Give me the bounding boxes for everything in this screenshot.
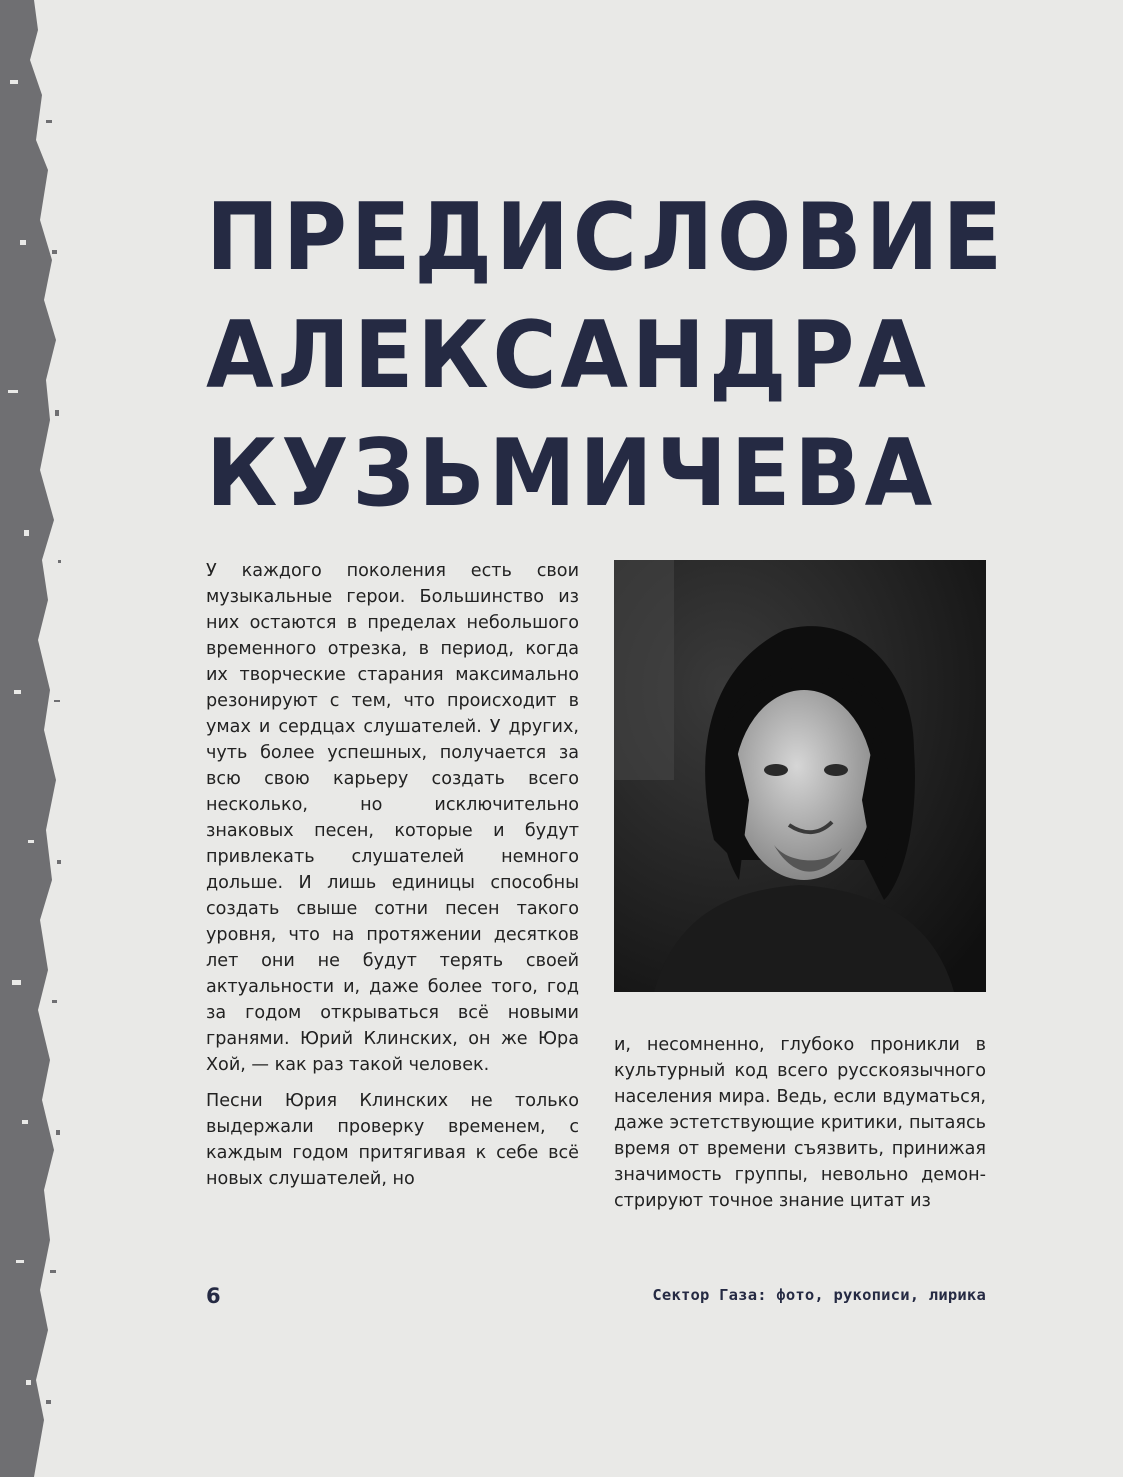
paragraph: Песни Юрия Клинских не только выдержали проверку временем, с каждым годом притягивая к себе всё новых слушателей, но xyxy=(206,1091,579,1189)
page-number: 6 xyxy=(206,1284,221,1308)
title-line-3: КУЗЬМИЧЕВА xyxy=(206,419,937,527)
portrait-image xyxy=(614,560,986,992)
portrait-photo xyxy=(614,560,986,992)
chapter-title xyxy=(206,178,1006,532)
title-line-1: ПРЕДИСЛОВИЕ xyxy=(206,183,1006,291)
grunge-edge-decoration xyxy=(0,0,64,1477)
text-column-right xyxy=(614,1032,986,1224)
title-line-2: АЛЕКСАНДРА xyxy=(206,301,930,409)
paragraph: У каждого поколения есть свои музыкальные герои. Большинство из них остаются в пределах небольшого временного отрезка, в период, когда их творческие старания максимально резонируют с тем, что происходит в умах и сердцах слушателей. У других, чуть более успешных, получается за всю свою карьеру создать всего несколько, но исключительно знаковых песен, которые и будут привлекать слушателей немного дольше. И лишь единицы способны создать свыше сотни песен такого уровня, что на протяжении десятков лет они не будут терять своей актуальности и, даже более того, год за годом открываться всё новыми гранями. Юрий Клинских, он же Юра Хой, — как раз такой человек. xyxy=(206,561,579,1075)
paragraph: и, несомненно, глубоко проникли в культурный код всего русскоязычного населения мира. Ведь, если вдуматься, даже эстетствующие критики, пытаясь время от времени съязвить, принижая значимость группы, невольно демонстрируют точное знание цитат из xyxy=(614,1035,986,1211)
text-column-left xyxy=(206,558,579,1202)
running-footer-title: Сектор Газа: фото, рукописи, лирика xyxy=(652,1286,986,1304)
